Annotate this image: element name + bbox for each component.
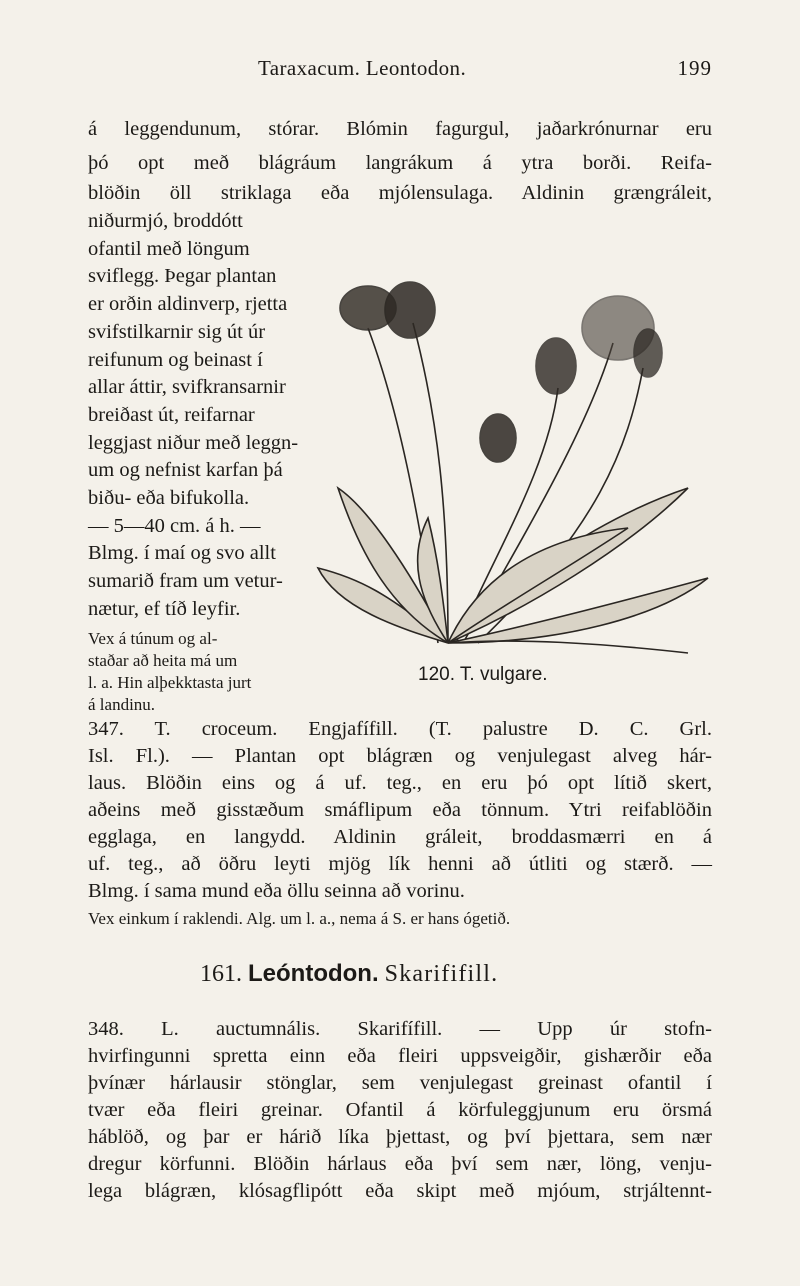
genus-heading (200, 960, 498, 988)
running-header (0, 56, 800, 86)
text-line: háblöð, og þar er hárið líka þjettast, og því þjettara, sem nær (88, 1126, 712, 1148)
genus-common-name: Skarififill. (384, 961, 499, 987)
text-line: dregur körfunni. Blöðin hárlaus eða því sem nær, löng, venju- (88, 1153, 712, 1175)
text-line: reifunum og beinast í (88, 348, 263, 371)
text-line: breiðast út, reifarnar (88, 403, 255, 426)
habitat-note: Vex einkum í raklendi. Alg. um l. a., nema á S. er hans ógetið. (88, 909, 511, 928)
text-line: lega blágræn, klósagflipótt eða skipt með mjóum, strjáltennt- (88, 1180, 712, 1202)
text-line: 347. T. croceum. Engjafífill. (T. palustre D. C. Grl. (88, 718, 712, 740)
text-line: Isl. ⁠Fl.). — Plantan opt blágræn og venjulegast alveg hár- (88, 745, 712, 767)
genus-name: Leóntodon. (248, 960, 379, 987)
text-line: uf. teg., að öðru leyti mjög lík henni að útliti og stærð. — (88, 853, 712, 875)
text-line: laus. Blöðin eins og á uf. teg., en eru þó opt lítið skert, (88, 772, 712, 794)
text-line-small: l. a. Hin alþekktasta jurt (88, 672, 252, 692)
text-line: Blmg. í maí og svo allt (88, 542, 276, 565)
text-line: þvínær hárlausir stönglar, sem venjulegast greinast ofantil í (88, 1072, 712, 1094)
text-line: biðu- eða bifukolla. (88, 487, 250, 509)
text-line: Blmg. í sama mund eða öllu seinna að vorinu. (88, 880, 465, 902)
text-line: á leggendunum, stórar. Blómin fagurgul, jaðarkrónurnar eru (88, 118, 712, 140)
text-line: þó opt með blágráum langrákum á ytra borði. Reifa- (88, 152, 712, 174)
text-line: svifstilkarnir sig út úr (88, 320, 266, 343)
text-line: sumarið fram um vetur- (88, 570, 283, 593)
text-line: blöðin öll striklaga eða mjólensulaga. Aldinin grængráleit, (88, 182, 712, 204)
text-line: ofantil með löngum (88, 237, 250, 260)
text-line: tvær eða fleiri greinar. Ofantil á körfuleggjunum eru örsmá (88, 1099, 712, 1121)
figure-caption: 120. T. vulgare. (418, 664, 548, 685)
text-line: er orðin aldinverp, rjetta (88, 293, 288, 316)
text-line: leggjast niður með leggn- (88, 431, 299, 454)
text-line-small: á landinu. (88, 694, 156, 714)
text-line-small: Vex á túnum og al- (88, 628, 218, 648)
text-line: hvirfingunni spretta einn eða fleiri uppsveigðir, gishærðir eða (88, 1045, 712, 1067)
text-line-small: staðar að heita má um (88, 650, 238, 670)
genus-number: 161. (200, 961, 242, 987)
text-line: egglaga, en langydd. Aldinin gráleit, broddasmærri en á (88, 826, 712, 848)
text-line: allar áttir, svifkransarnir (88, 376, 286, 399)
running-title: Taraxacum. Leontodon. (258, 56, 467, 80)
text-line: nætur, ef tíð leyfir. (88, 597, 241, 620)
page-number: 199 (677, 56, 712, 80)
dandelion-illustration (298, 248, 723, 658)
text-line: sviflegg. Þegar plantan (88, 265, 277, 288)
text-line: niðurmjó, broddótt (88, 210, 243, 232)
text-line: aðeins með gisstæðum smáflipum eða tönnum. Ytri reifablöðin (88, 799, 712, 821)
text-line: um og nefnist karfan þá (88, 459, 283, 482)
text-line: — 5—40 cm. á h. — (88, 514, 261, 537)
text-line: 348. L. auctumnális. Skarifífill. — Upp úr stofn- (88, 1018, 712, 1040)
